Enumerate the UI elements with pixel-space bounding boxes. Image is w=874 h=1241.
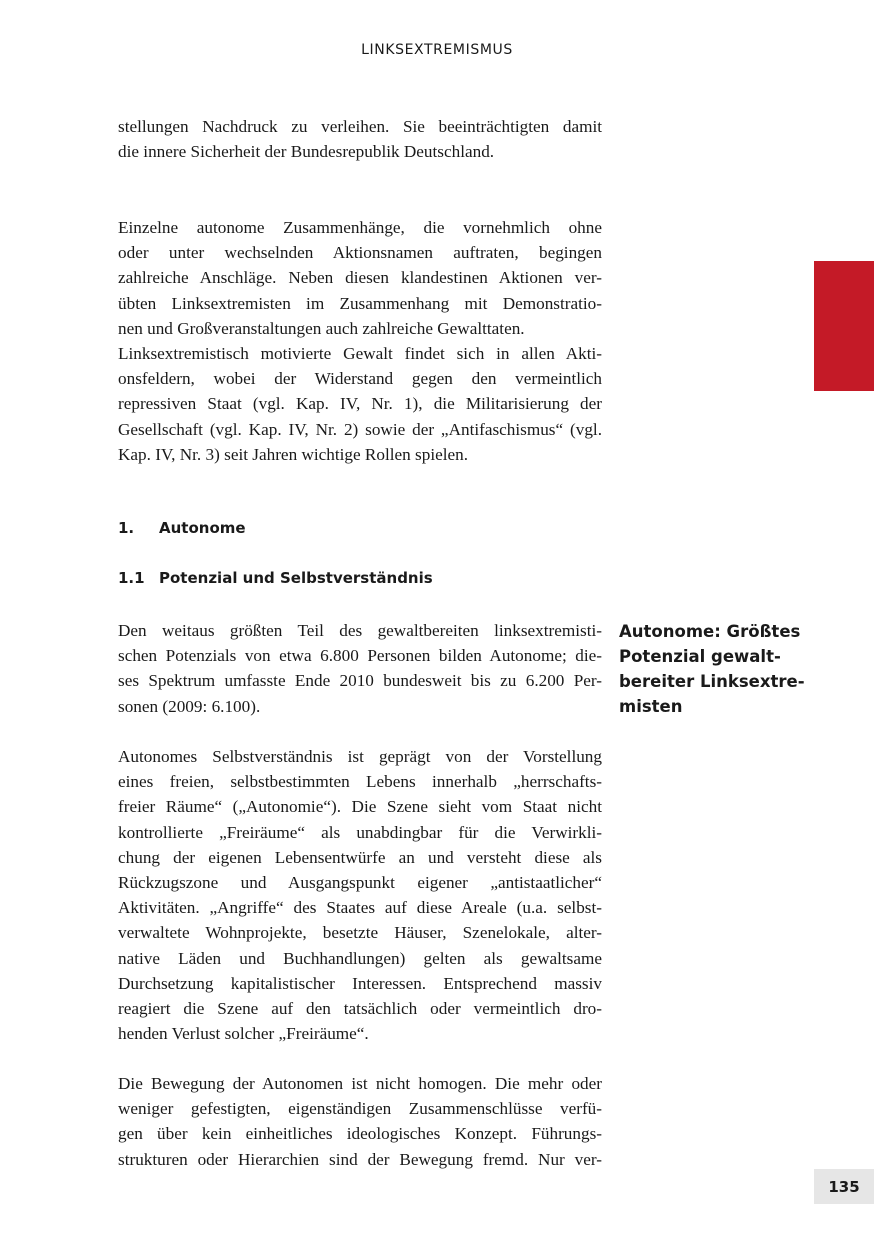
running-header: LINKSEXTREMISMUS — [361, 42, 513, 58]
text-line: oder unter wechselnden Aktionsnamen auftraten, begingen — [118, 243, 602, 263]
text-line: native Läden und Buchhandlungen) gelten als gewaltsame — [118, 948, 602, 968]
subsection-heading-1-1 — [118, 569, 433, 587]
text-line: übten Linksextremisten im Zusammenhang mit Demonstratio- — [118, 293, 602, 313]
text-line: schen Potenzials von etwa 6.800 Personen bilden Autonome; die- — [118, 646, 602, 666]
text-line: Aktivitäten. „Angriffe“ des Staates auf diese Areale (u.a. selbst- — [118, 898, 602, 918]
text-line: Durchsetzung kapitalistischer Interessen. Entsprechend massiv — [118, 973, 602, 993]
text-line: henden Verlust solcher „Freiräume“. — [118, 1024, 369, 1044]
section-number: 1. — [118, 519, 135, 537]
text-line: Kap. IV, Nr. 3) seit Jahren wichtige Rollen spielen. — [118, 444, 469, 464]
text-line: Gesellschaft (vgl. Kap. IV, Nr. 2) sowie der „Antifaschismus“ (vgl. — [118, 419, 602, 439]
section-title: Autonome — [159, 519, 246, 537]
margin-note-line: bereiter Linksextre- — [619, 672, 805, 691]
text-line: chung der eigenen Lebensentwürfe an und versteht diese als — [118, 847, 602, 867]
text-line: gen über kein einheitliches ideologisches Konzept. Führungs- — [118, 1124, 602, 1144]
paragraph-1 — [118, 114, 602, 164]
paragraph-6 — [118, 1071, 602, 1172]
text-line: freier Räume“ („Autonomie“). Die Szene sieht vom Staat nicht — [118, 797, 602, 817]
text-line: zahlreiche Anschläge. Neben diesen klandestinen Aktionen ver- — [118, 268, 602, 288]
margin-note — [619, 619, 809, 719]
text-line: reagiert die Szene auf den tatsächlich oder vermeintlich dro- — [118, 999, 602, 1019]
chapter-thumb-tab — [814, 261, 874, 391]
paragraph-4 — [118, 618, 602, 719]
paragraph-3 — [118, 341, 602, 467]
text-line: eines freien, selbstbestimmten Lebens innerhalb „herrschafts- — [118, 772, 602, 792]
paragraph-2 — [118, 215, 602, 341]
text-line: kontrollierte „Freiräume“ als unabdingbar für die Verwirkli- — [118, 822, 602, 842]
section-number: 1.1 — [118, 569, 145, 587]
margin-note-line: Potenzial gewalt- — [619, 647, 781, 666]
text-line: ses Spektrum umfasste Ende 2010 bundesweit bis zu 6.200 Per- — [118, 671, 602, 691]
text-line: stellungen Nachdruck zu verleihen. Sie beeinträchtigten damit — [118, 117, 602, 136]
text-line: repressiven Staat (vgl. Kap. IV, Nr. 1), die Militarisierung der — [118, 394, 602, 414]
text-line: Die Bewegung der Autonomen ist nicht homogen. Die mehr oder — [118, 1074, 602, 1093]
text-line: sonen (2009: 6.100). — [118, 696, 261, 716]
margin-note-line: misten — [619, 697, 683, 716]
page-number: 135 — [814, 1169, 874, 1204]
text-line: strukturen oder Hierarchien sind der Bewegung fremd. Nur ver- — [118, 1149, 602, 1169]
text-line: Einzelne autonome Zusammenhänge, die vornehmlich ohne — [118, 218, 602, 237]
section-title: Potenzial und Selbstverständnis — [159, 569, 433, 587]
section-heading-1 — [118, 519, 246, 537]
text-line: verwaltete Wohnprojekte, besetzte Häuser, Szenelokale, alter- — [118, 923, 602, 943]
text-line: nen und Großveranstaltungen auch zahlreiche Gewalttaten. — [118, 318, 525, 338]
text-line: Den weitaus größten Teil des gewaltbereiten linksextremisti- — [118, 621, 602, 640]
text-line: onsfeldern, wobei der Widerstand gegen den vermeintlich — [118, 369, 602, 389]
paragraph-5 — [118, 744, 602, 1046]
text-line: weniger gefestigten, eigenständigen Zusammenschlüsse verfü- — [118, 1099, 602, 1119]
text-line: Linksextremistisch motivierte Gewalt findet sich in allen Akti- — [118, 344, 602, 363]
text-line: Rückzugszone und Ausgangspunkt eigener „antistaatlicher“ — [118, 873, 602, 893]
text-line: die innere Sicherheit der Bundesrepublik Deutschland. — [118, 142, 495, 162]
margin-note-line: Autonome: Größtes — [619, 622, 801, 641]
text-line: Autonomes Selbstverständnis ist geprägt von der Vorstellung — [118, 747, 602, 766]
